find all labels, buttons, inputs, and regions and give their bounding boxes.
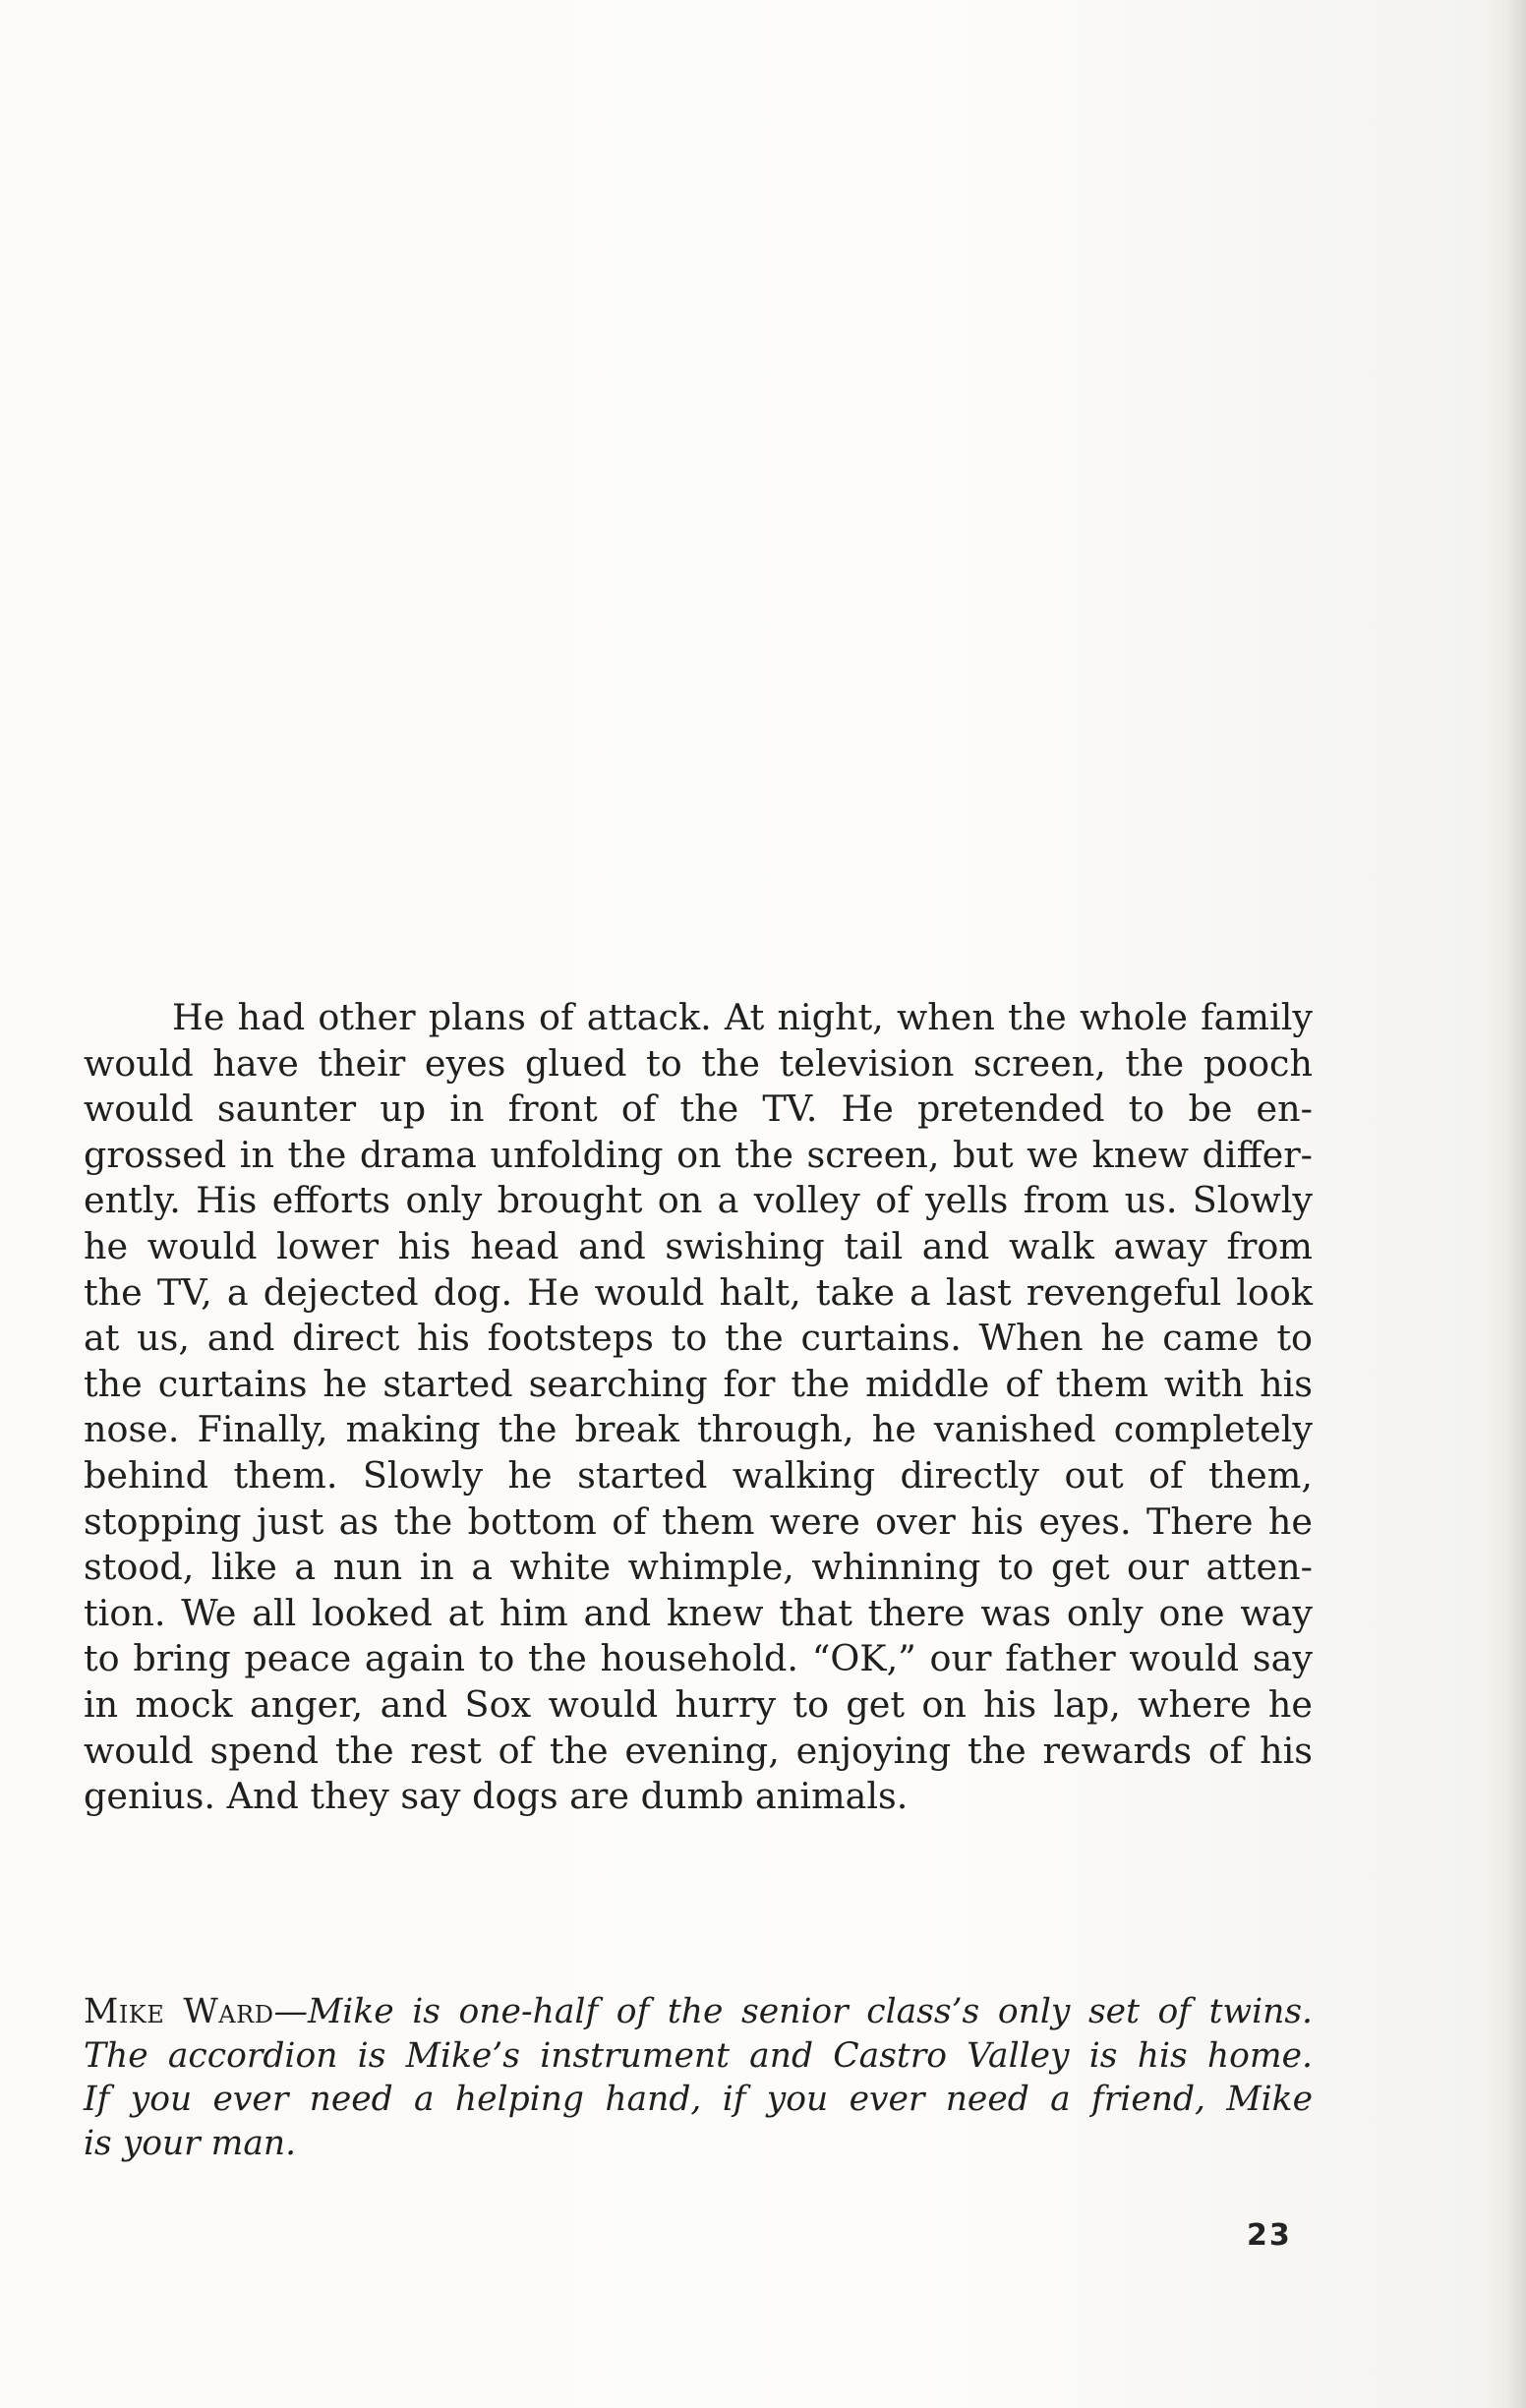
- story-line: stood, like a nun in a white whimple, whinning to get our atten-: [84, 1546, 1313, 1589]
- page-number: 23: [1247, 2218, 1292, 2253]
- story-line: would have their eyes glued to the television screen, the pooch: [84, 1041, 1313, 1085]
- story-line: would saunter up in front of the TV. He pretended to be en-: [84, 1087, 1313, 1131]
- story-paragraph: [84, 995, 1313, 1820]
- story-line: genius. And they say dogs are dumb animals.: [84, 1775, 909, 1818]
- story-line: behind them. Slowly he started walking directly out of them,: [84, 1453, 1313, 1497]
- bio-line: is your man.: [84, 2123, 297, 2163]
- bio-first-line: [84, 1990, 1313, 2034]
- story-line: at us, and direct his footsteps to the curtains. When he came to: [84, 1317, 1313, 1360]
- bio-author-name: Mike Ward: [84, 1992, 274, 2031]
- story-line: the TV, a dejected dog. He would halt, take a last revengeful look: [84, 1270, 1313, 1314]
- story-line: grossed in the drama unfolding on the screen, but we knew differ-: [84, 1133, 1313, 1176]
- story-line: nose. Finally, making the break through, he vanished completely: [84, 1408, 1313, 1451]
- story-line: to bring peace again to the household. “OK,” our father would say: [84, 1637, 1313, 1680]
- story-line: would spend the rest of the evening, enjoying the rewards of his: [84, 1729, 1313, 1772]
- story-line: He had other plans of attack. At night, when the whole family: [172, 996, 1313, 1038]
- bio-intro-text: —Mike is one-half of the senior class’s only set of twins.: [273, 1992, 1313, 2031]
- bio-line: The accordion is Mike’s instrument and Castro Valley is his home.: [84, 2035, 1313, 2076]
- story-line: the curtains he started searching for the middle of them with his: [84, 1362, 1313, 1405]
- bio-line: If you ever need a helping hand, if you ever need a friend, Mike: [84, 2080, 1313, 2119]
- story-line: in mock anger, and Sox would hurry to get on his lap, where he: [84, 1682, 1313, 1726]
- story-line: stopping just as the bottom of them were over his eyes. There he: [84, 1499, 1313, 1543]
- story-line: he would lower his head and swishing tail and walk away from: [84, 1224, 1313, 1267]
- story-line: tion. We all looked at him and knew that there was only one way: [84, 1591, 1313, 1634]
- author-bio: [84, 1990, 1313, 2165]
- story-line: ently. His efforts only brought on a volley of yells from us. Slowly: [84, 1179, 1313, 1222]
- page-edge-shadow: [1508, 0, 1526, 2408]
